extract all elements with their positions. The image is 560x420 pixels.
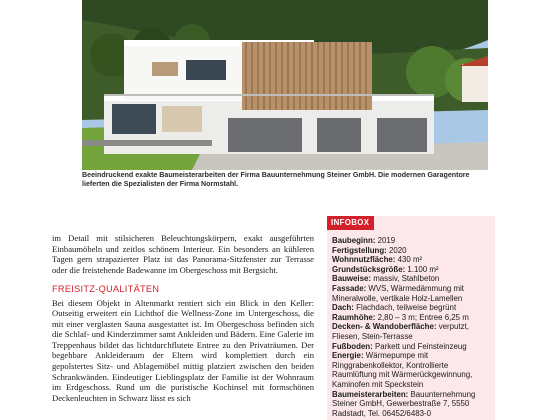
- infobox-key: Energie:: [332, 351, 364, 361]
- photo-caption: Beeindruckend exakte Baumeisterarbeiten der Firma Bauunternehmung Steiner GmbH. Die modernen Garagentore lieferten die Spezialisten der Firma Normstahl.: [82, 171, 470, 189]
- infobox-row-fertigstellung: [332, 246, 492, 256]
- infobox-key: Baumeisterarbeiten:: [332, 389, 409, 399]
- infobox-value: 2020: [386, 245, 407, 255]
- infobox-value: Wärmepumpe mit Ringgrabenkollektor, Kontrollierte Raumlüftung mit Wärmerückgewinnung, Kaminofen mit Speckstein: [332, 351, 473, 389]
- infobox-row-baubeginn: [332, 236, 492, 246]
- infobox-value: massiv, Stahlbeton: [371, 274, 440, 284]
- infobox-row-wohnnutzflaeche: [332, 255, 492, 265]
- article-paragraph-1: im Detail mit stilsicheren Beleuchtungskörpern, exakt ausgeführten Einbaumöbeln und zeitlos schönem Interieur. Ein besonders an kühleren Tagen gern strapazierter Platz ist das Panorama-Sitzfenster zur Terrasse oder die freistehende Badewanne im Obergeschoss mit Bergsicht.: [52, 233, 314, 275]
- infobox-key: Fassade:: [332, 283, 367, 293]
- infobox-row-fussboden: [332, 342, 492, 352]
- infobox-row-fassade: [332, 284, 492, 303]
- infobox: [327, 216, 495, 420]
- infobox-key: Dach:: [332, 303, 354, 313]
- infobox-key: Grundstücksgröße:: [332, 264, 406, 274]
- infobox-value: verputzt, Fliesen, Stein-Terrasse: [332, 322, 469, 341]
- infobox-key: Fertigstellung:: [332, 245, 387, 255]
- infobox-key: Fußboden:: [332, 341, 373, 351]
- infobox-title: INFOBOX: [327, 216, 374, 230]
- infobox-row-dach: [332, 303, 492, 313]
- infobox-value: 2019: [375, 236, 396, 245]
- infobox-key: Bauweise:: [332, 274, 372, 284]
- infobox-row-energie: [332, 351, 492, 389]
- house-photo: [82, 0, 488, 170]
- article-column: [52, 233, 314, 403]
- infobox-value: Flachdach, teilweise begrünt: [353, 303, 457, 313]
- infobox-value: 1.100 m²: [405, 264, 439, 274]
- infobox-row-oberflaeche: [332, 322, 492, 341]
- modern-house-illustration: [82, 0, 488, 170]
- infobox-key: Decken- & Wandoberfläche:: [332, 322, 437, 332]
- infobox-row-baumeister: [332, 390, 492, 419]
- infobox-row-raumhoehe: [332, 313, 492, 323]
- infobox-value: 2,80 – 3 m; Entree 6,25 m: [375, 312, 469, 322]
- infobox-key: Baubeginn:: [332, 236, 376, 245]
- infobox-key: Wohnnutzfläche:: [332, 255, 396, 265]
- section-heading: FREISITZ-QUALITÄTEN: [52, 284, 160, 295]
- infobox-value: 430 m²: [395, 255, 423, 265]
- infobox-value: Bauunternehmung Steiner GmbH, Gewerbestraße 7, 5550 Radstadt, Tel. 06452/6483-0: [332, 389, 476, 418]
- infobox-row-bauweise: [332, 274, 492, 284]
- infobox-value: Parkett und Feinsteinzeug: [372, 341, 467, 351]
- infobox-key: Raumhöhe:: [332, 312, 376, 322]
- infobox-rows: [332, 236, 492, 418]
- infobox-value: WVS, Wärmedämmung mit Mineralwolle, vertikale Holz-Lamellen: [332, 283, 464, 303]
- infobox-row-grundstuecksgroesse: [332, 265, 492, 275]
- article-paragraph-2: Bei diesem Objekt in Altenmarkt rentiert sich ein Blick in den Keller: Outseitig erweitert ein Lichthof die Wellness-Zone im Untergeschoss, die mit einer verglasten Sauna ausgestattet ist. Im Obergeschoss befinden sich die Schlaf- und Kinderzimmer samt Ankleiden und Bädern. Eine Galerie im Treppenhaus bildet das lichtdurchflutete Entree zu den Privaträumen. Der begehbare Ankleideraum der Eltern wird komplettiert durch ein gepolstertes Sitz- und Ablagemöbel mittig platziert zwischen den beiden Schrankwänden. Eindeutiger Lieblingsplatz der Familie ist der Wohnraum im Erdgeschoss. Rund um die puristische Kochinsel mit formschönen Deckenleuchten in Schwarz lässt es sich: [52, 297, 314, 403]
